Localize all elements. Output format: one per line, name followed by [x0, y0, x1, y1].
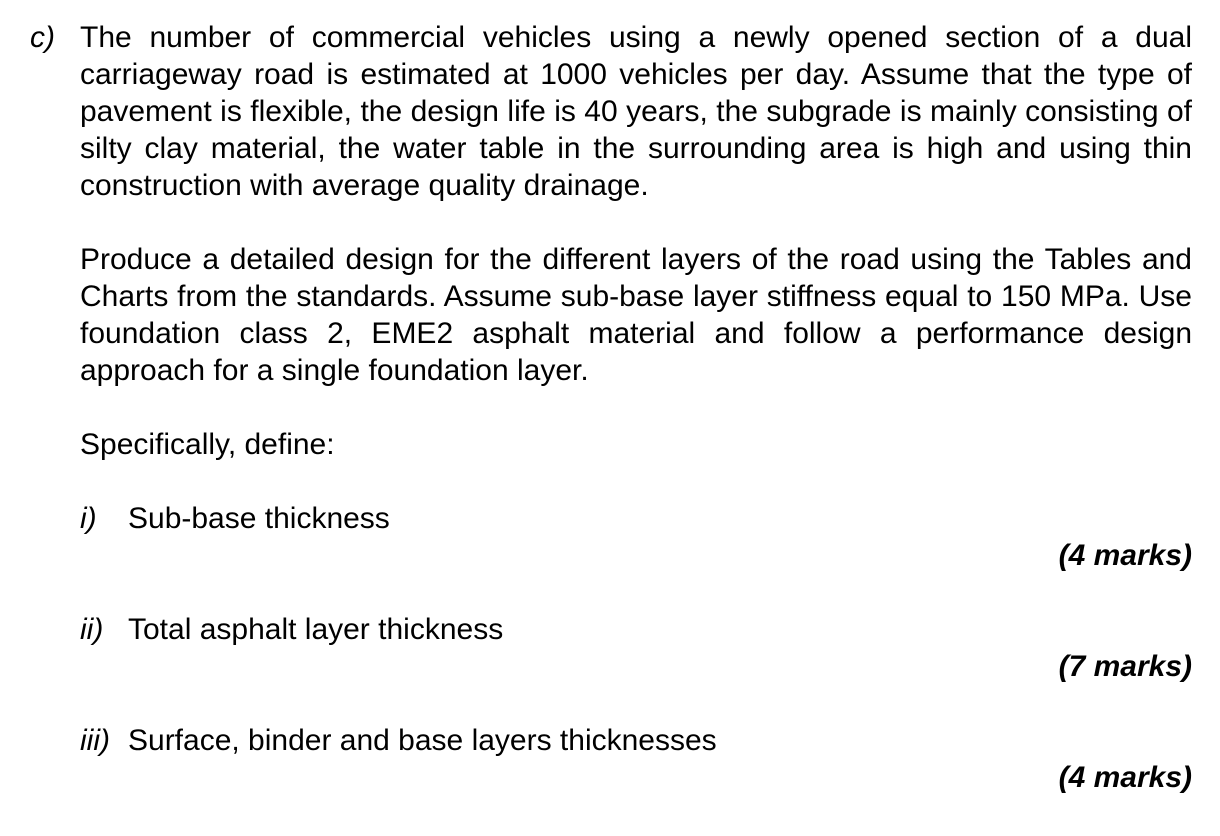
sub-question-text: Sub-base thickness — [128, 502, 390, 535]
sub-question-text: Surface, binder and base layers thicknesses — [128, 724, 717, 757]
marks-label: (4 marks) — [1058, 539, 1192, 572]
sub-question-number: i) — [80, 502, 97, 535]
sub-question-text: Total asphalt layer thickness — [128, 613, 504, 646]
define-prompt: Specifically, define: — [80, 428, 335, 461]
sub-question-item — [80, 611, 503, 648]
sub-question-item — [80, 722, 717, 759]
question-label: c) — [30, 21, 55, 54]
marks-label: (4 marks) — [1058, 761, 1192, 794]
sub-question-number: ii) — [80, 613, 104, 646]
design-instructions-paragraph: Produce a detailed design for the different layers of the road using the Tables and Charts from the standards. Assume sub-base layer stiffness equal to 150 MPa. Use foundation class 2, EME2 asphalt material and follow a performance design approach for a single foundation layer. — [80, 243, 1192, 387]
sub-question-number: iii) — [80, 724, 110, 757]
marks-label: (7 marks) — [1058, 650, 1192, 683]
question-intro-paragraph: The number of commercial vehicles using a newly opened section of a dual carriageway road is estimated at 1000 vehicles per day. Assume that the type of pavement is flexible, the design life is 40 years, the subgrade is mainly consisting of silty clay material, the water table in the surrounding area is high and using thin construction with average quality drainage. — [80, 21, 1192, 202]
sub-question-item — [80, 500, 390, 537]
